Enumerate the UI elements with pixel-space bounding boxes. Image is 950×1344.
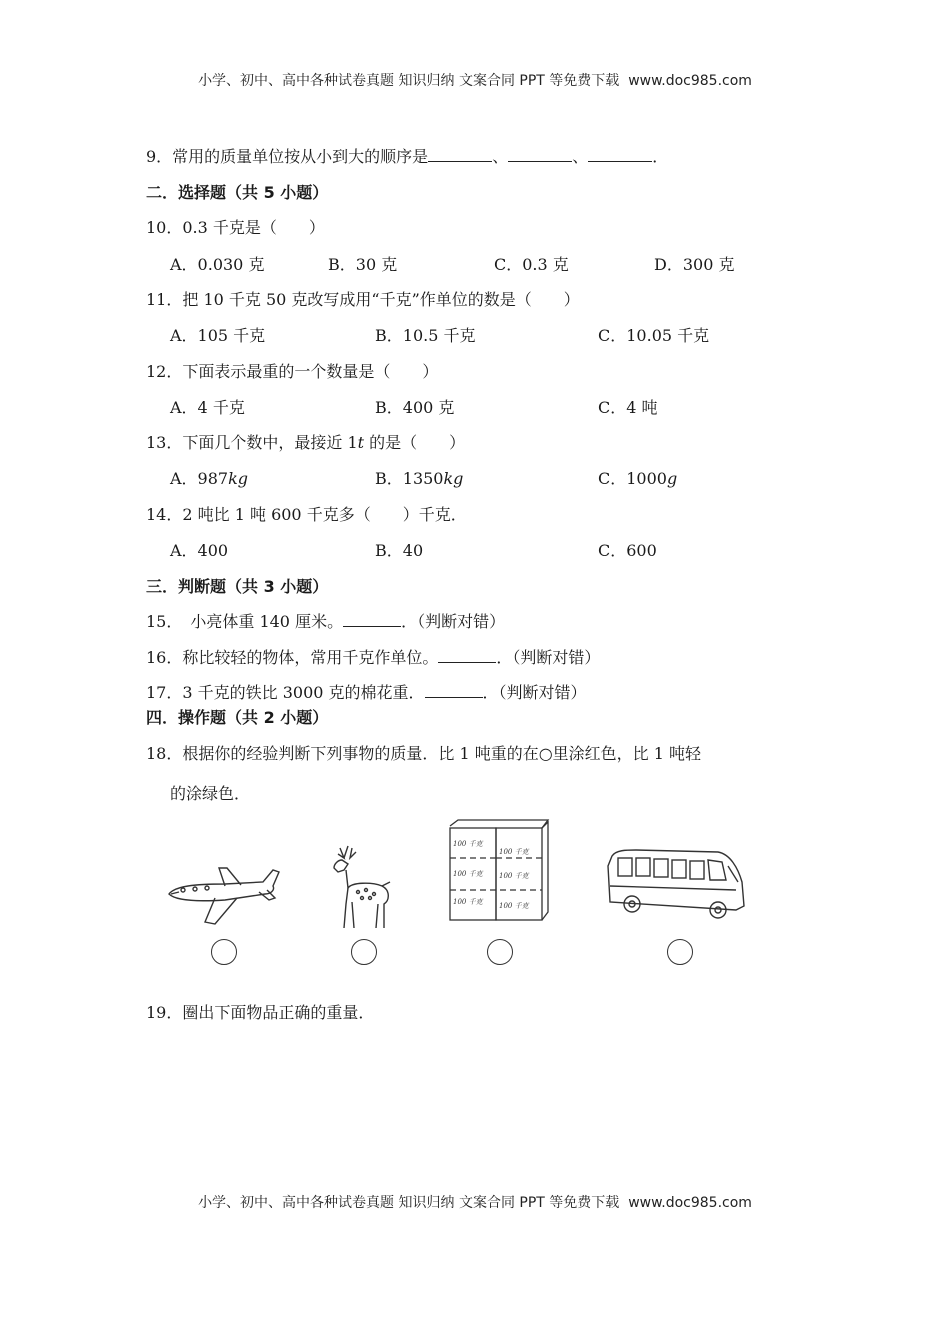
question-9 — [146, 147, 668, 167]
question-13 — [146, 433, 465, 453]
question-9-text: 9．常用的质量单位按从小到大的顺序是 — [146, 147, 429, 166]
question-18-line-1: 18．根据你的经验判断下列事物的质量．比 1 吨重的在○里涂红色，比 1 吨轻 — [146, 744, 702, 763]
q14-option-b[interactable]: B．40 — [375, 541, 424, 560]
q14-option-c[interactable]: C．600 — [598, 541, 657, 560]
question-16-text: 16．称比较轻的物体，常用千克作单位。 — [146, 648, 439, 667]
question-17 — [146, 683, 587, 703]
question-19: 19．圈出下面物品正确的重量． — [146, 1003, 375, 1022]
box-label: 100 千克 — [453, 898, 483, 906]
option-label: C．1000 — [598, 469, 667, 488]
question-13-text: 13．下面几个数中，最接近 1 — [146, 433, 358, 452]
question-15-text: 15． 小亮体重 140 厘米。 — [146, 612, 344, 631]
q11-option-c[interactable]: C．10.05 千克 — [598, 326, 710, 345]
q12-option-b[interactable]: B．400 克 — [375, 398, 455, 417]
option-label: A．987 — [170, 469, 229, 488]
q13-option-b[interactable] — [375, 469, 463, 489]
question-14: 14．2 吨比 1 吨 600 千克多（ ）千克． — [146, 505, 467, 524]
answer-blank[interactable] — [438, 648, 496, 663]
option-unit: g — [666, 469, 678, 488]
q14-option-a[interactable]: A．400 — [170, 541, 229, 560]
box-label: 100 千克 — [499, 902, 529, 910]
question-17-tail: ．（判断对错） — [482, 683, 587, 702]
question-16 — [146, 648, 600, 668]
question-10: 10．0.3 千克是（ ） — [146, 218, 325, 237]
question-16-tail: ．（判断对错） — [496, 648, 601, 667]
question-15-tail: ．（判断对错） — [401, 612, 506, 631]
section-title-choice: 二．选择题（共 5 小题） — [146, 183, 329, 202]
color-circle-deer[interactable] — [351, 939, 377, 965]
option-unit: kg — [443, 469, 464, 488]
q11-option-b[interactable]: B．10.5 千克 — [375, 326, 476, 345]
question-13-text-end: 的是（ ） — [364, 433, 466, 452]
option-unit: kg — [228, 469, 249, 488]
answer-blank[interactable] — [508, 147, 572, 162]
question-15 — [146, 612, 505, 632]
q10-option-c[interactable]: C．0.3 克 — [494, 255, 569, 274]
color-circle-bus[interactable] — [667, 939, 693, 965]
q10-option-b[interactable]: B．30 克 — [328, 255, 398, 274]
answer-blank[interactable] — [343, 612, 401, 627]
box-label: 100 千克 — [453, 840, 483, 848]
q12-option-a[interactable]: A．4 千克 — [170, 398, 245, 417]
color-circle-boxes[interactable] — [487, 939, 513, 965]
q13-option-a[interactable] — [170, 469, 248, 489]
q10-option-d[interactable]: D．300 克 — [654, 255, 735, 274]
page-footer: 小学、初中、高中各种试卷真题 知识归纳 文案合同 PPT 等免费下载 www.doc985.com — [198, 1195, 752, 1211]
answer-blank[interactable] — [428, 147, 492, 162]
airplane-icon — [165, 856, 283, 928]
section-title-operation: 四．操作题（共 2 小题） — [146, 708, 329, 727]
page-header: 小学、初中、高中各种试卷真题 知识归纳 文案合同 PPT 等免费下载 www.doc985.com — [198, 73, 752, 89]
deer-icon — [322, 842, 402, 932]
box-label: 100 千克 — [499, 848, 529, 856]
q11-option-a[interactable]: A．105 千克 — [170, 326, 266, 345]
question-17-text: 17．3 千克的铁比 3000 克的棉花重． — [146, 683, 425, 702]
answer-blank[interactable] — [425, 683, 483, 698]
separator: 、 — [572, 147, 589, 166]
q10-option-a[interactable]: A．0.030 克 — [170, 255, 265, 274]
question-18-line-2: 的涂绿色． — [170, 784, 251, 803]
bus-icon — [606, 846, 748, 922]
section-title-judge: 三．判断题（共 3 小题） — [146, 577, 329, 596]
answer-blank[interactable] — [588, 147, 652, 162]
q12-option-c[interactable]: C．4 吨 — [598, 398, 658, 417]
question-12: 12．下面表示最重的一个数量是（ ） — [146, 362, 439, 381]
q13-option-c[interactable] — [598, 469, 677, 489]
box-label: 100 千克 — [499, 872, 529, 880]
color-circle-airplane[interactable] — [211, 939, 237, 965]
period: ． — [652, 147, 669, 166]
question-11: 11．把 10 千克 50 克改写成用“千克”作单位的数是（ ） — [146, 290, 580, 309]
boxes-icon — [446, 818, 552, 922]
option-label: B．1350 — [375, 469, 444, 488]
box-label: 100 千克 — [453, 870, 483, 878]
unit-t: t — [357, 433, 365, 452]
separator: 、 — [492, 147, 509, 166]
